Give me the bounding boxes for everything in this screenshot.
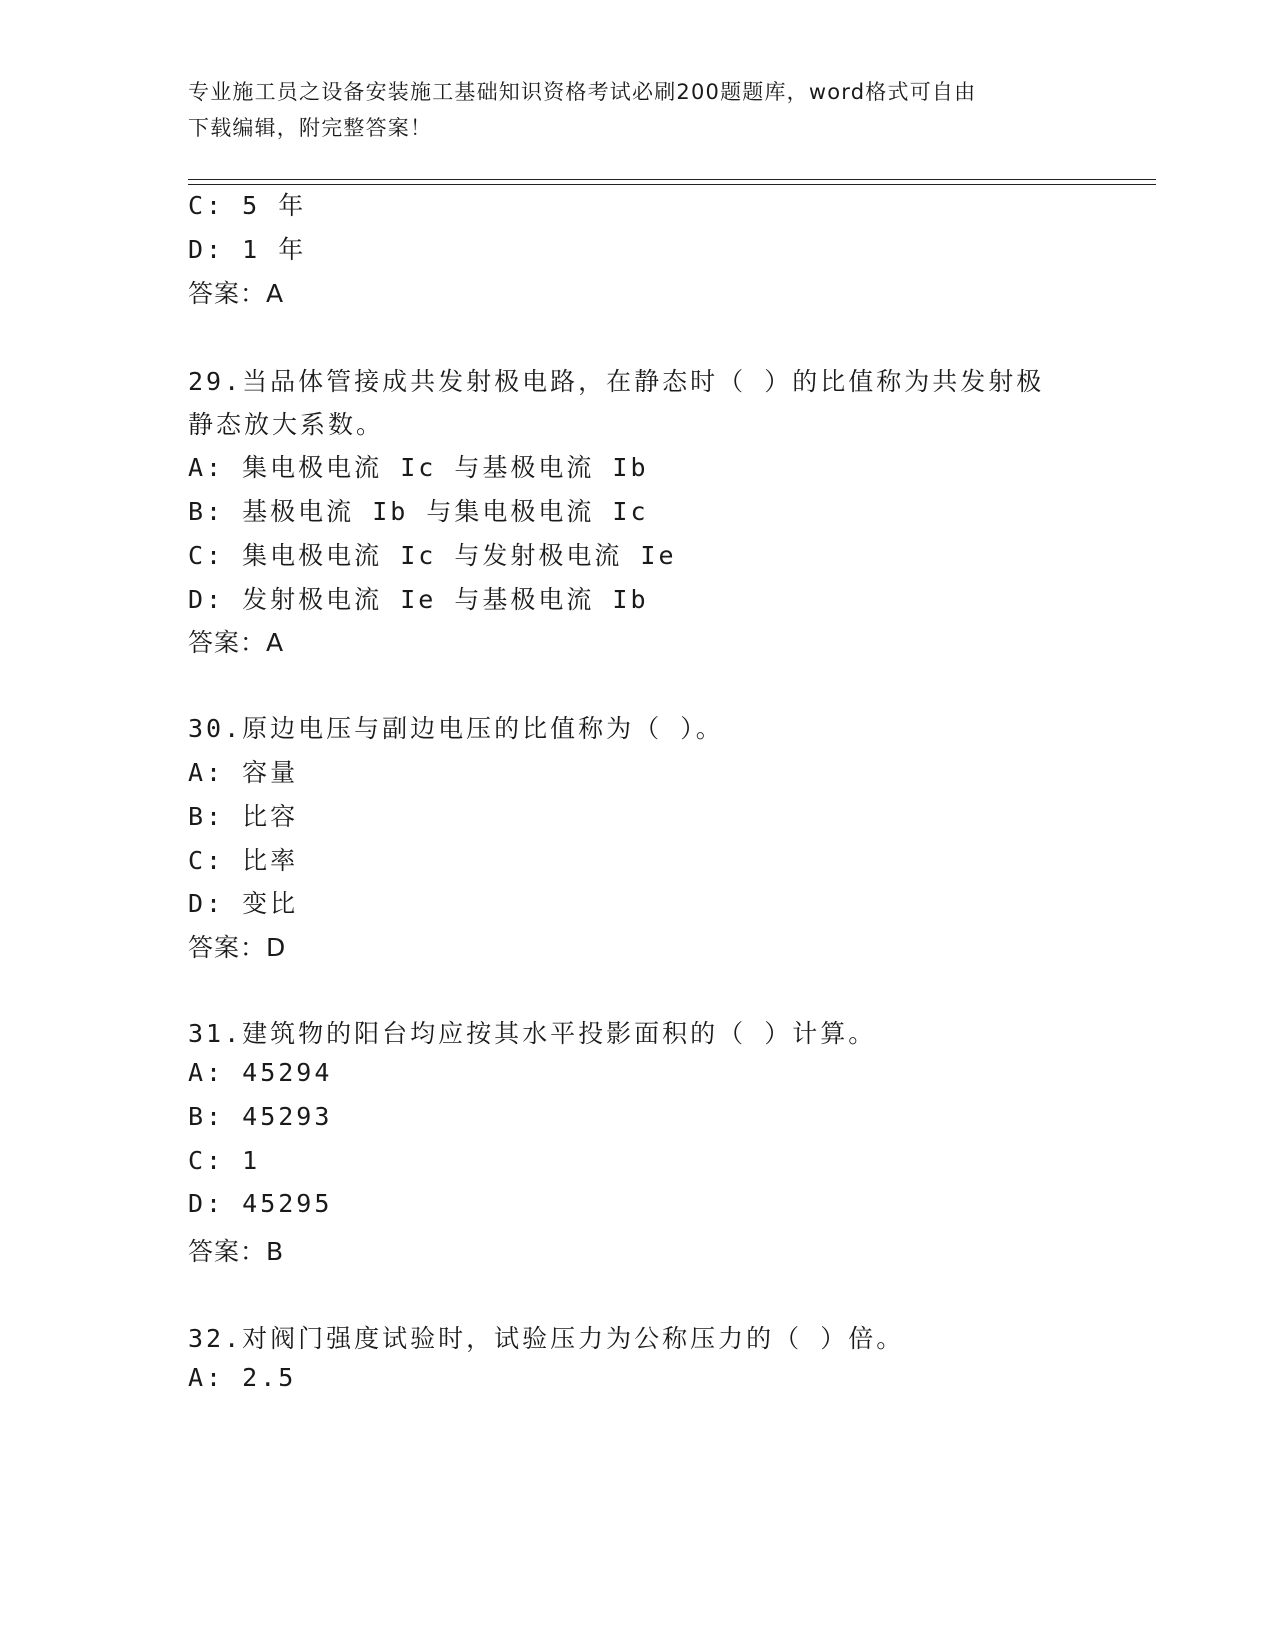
option-c-prev: C: 5 年 bbox=[188, 191, 307, 220]
q29-option-b: B: 基极电流 Ib 与集电极电流 Ic bbox=[188, 497, 649, 526]
q31-option-d: D: 45295 bbox=[188, 1189, 333, 1218]
q29-option-d: D: 发射极电流 Ie 与基极电流 Ib bbox=[188, 585, 649, 614]
q30-option-a: A: 容量 bbox=[188, 758, 299, 787]
question-31: 31.建筑物的阳台均应按其水平投影面积的（ ）计算。 bbox=[188, 1019, 877, 1048]
q30-answer: 答案：D bbox=[188, 933, 287, 962]
question-30: 30.原边电压与副边电压的比值称为（ ）。 bbox=[188, 714, 724, 743]
header-line-1: 专业施工员之设备安装施工基础知识资格考试必刷200题题库，word格式可自由 bbox=[188, 80, 977, 104]
q30-option-c: C: 比率 bbox=[188, 846, 299, 875]
q31-answer: 答案：B bbox=[188, 1237, 285, 1266]
q31-option-b: B: 45293 bbox=[188, 1102, 333, 1131]
q30-option-d: D: 变比 bbox=[188, 889, 299, 918]
header-line-2: 下载编辑，附完整答案！ bbox=[188, 116, 433, 140]
document-header bbox=[188, 74, 1068, 146]
option-d-prev: D: 1 年 bbox=[188, 235, 307, 264]
q31-option-a: A: 45294 bbox=[188, 1058, 333, 1087]
q29-option-c: C: 集电极电流 Ic 与发射极电流 Ie bbox=[188, 541, 677, 570]
q29-option-a: A: 集电极电流 Ic 与基极电流 Ib bbox=[188, 453, 649, 482]
answer-prev: 答案：A bbox=[188, 279, 285, 308]
header-divider-top bbox=[188, 179, 1156, 180]
q32-option-a: A: 2.5 bbox=[188, 1363, 297, 1392]
q31-option-c: C: 1 bbox=[188, 1146, 261, 1175]
header-divider-bottom bbox=[188, 184, 1156, 185]
question-29-line2: 静态放大系数。 bbox=[188, 410, 385, 439]
q30-option-b: B: 比容 bbox=[188, 802, 299, 831]
question-29-line1: 29.当品体管接成共发射极电路，在静态时（ ）的比值称为共发射极 bbox=[188, 367, 1045, 396]
question-32: 32.对阀门强度试验时，试验压力为公称压力的（ ）倍。 bbox=[188, 1324, 905, 1353]
q29-answer: 答案：A bbox=[188, 628, 285, 657]
